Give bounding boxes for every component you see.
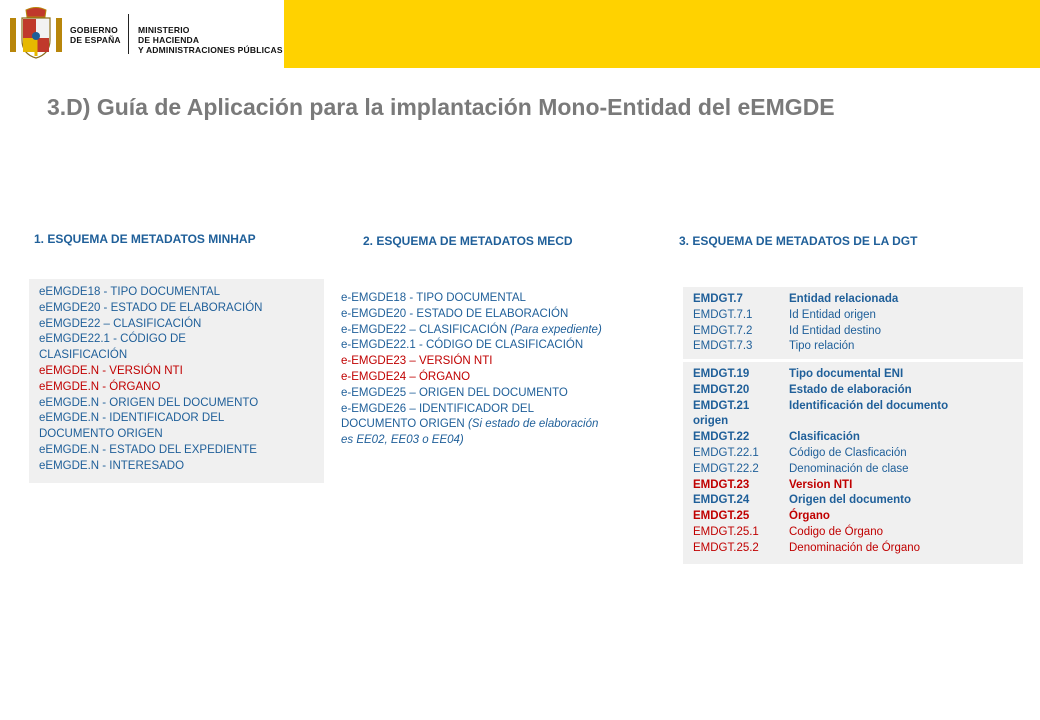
list-item: eEMGDE20 - ESTADO DE ELABORACIÓN bbox=[39, 301, 263, 314]
col1-box bbox=[29, 279, 324, 483]
list-item: e-EMGDE25 – ORIGEN DEL DOCUMENTO bbox=[341, 386, 568, 399]
list-item: EMDGT.25.2 Denominación de Órgano bbox=[693, 541, 921, 554]
list-item: e-EMGDE24 – ÓRGANO bbox=[341, 370, 471, 383]
col2-heading: 2. ESQUEMA DE METADATOS MECD bbox=[363, 234, 573, 248]
list-item: EMDGT.7.1 Id Entidad origen bbox=[693, 308, 876, 321]
page-title: 3.D) Guía de Aplicación para la implantación Mono-Entidad del eEMGDE bbox=[47, 94, 835, 120]
col3-group2-box bbox=[683, 362, 1023, 564]
list-item: CLASIFICACIÓN bbox=[39, 349, 128, 362]
col3-heading: 3. ESQUEMA DE METADATOS DE LA DGT bbox=[679, 234, 918, 248]
coat-of-arms-icon bbox=[8, 6, 64, 62]
list-item: origen bbox=[693, 415, 729, 428]
list-item: e-EMGDE20 - ESTADO DE ELABORACIÓN bbox=[341, 307, 569, 320]
list-item: eEMGDE22.1 - CÓDIGO DE bbox=[39, 333, 186, 346]
list-item: eEMGDE.N - ÓRGANO bbox=[39, 380, 161, 393]
logo-separator bbox=[128, 14, 129, 54]
list-item: e-EMGDE26 – IDENTIFICADOR DEL bbox=[341, 402, 534, 415]
list-item: es EE02, EE03 o EE04) bbox=[341, 434, 464, 447]
list-item: EMDGT.20 Estado de elaboración bbox=[693, 383, 912, 396]
ministerio-text: MINISTERIO DE HACIENDA Y ADMINISTRACIONES PÚBLICAS bbox=[138, 25, 283, 55]
list-item: EMDGT.24 Origen del documento bbox=[693, 494, 912, 507]
list-item: eEMGDE.N - ESTADO DEL EXPEDIENTE bbox=[39, 443, 257, 456]
list-item: DOCUMENTO ORIGEN (Si estado de elaboración bbox=[341, 418, 599, 431]
col1-heading: 1. ESQUEMA DE METADATOS MINHAP bbox=[34, 232, 256, 246]
list-item: e-EMGDE23 – VERSIÓN NTI bbox=[341, 355, 493, 368]
list-item: EMDGT.7.2 Id Entidad destino bbox=[693, 324, 882, 337]
gobierno-text: GOBIERNO DE ESPAÑA bbox=[70, 25, 121, 45]
list-item: EMDGT.25.1 Codigo de Órgano bbox=[693, 525, 883, 538]
list-item: EMDGT.7.3 Tipo relación bbox=[693, 340, 855, 353]
col2-list bbox=[341, 291, 651, 449]
list-item: e-EMGDE22 – CLASIFICACIÓN (Para expediente) bbox=[341, 323, 602, 336]
col3-group1-box bbox=[683, 287, 1023, 359]
list-item: EMDGT.23 Version NTI bbox=[693, 478, 853, 491]
list-item: EMDGT.22.1 Código de Clasficación bbox=[693, 446, 907, 459]
list-item: e-EMGDE18 - TIPO DOCUMENTAL bbox=[341, 292, 526, 304]
list-item: eEMGDE18 - TIPO DOCUMENTAL bbox=[39, 286, 221, 298]
logo-area bbox=[0, 0, 284, 68]
list-item: eEMGDE.N - ORIGEN DEL DOCUMENTO bbox=[39, 396, 259, 409]
list-item: eEMGDE.N - INTERESADO bbox=[39, 459, 185, 472]
list-item: EMDGT.21 Identificación del documento bbox=[693, 399, 949, 412]
list-item: EMDGT.19 Tipo documental ENI bbox=[693, 368, 904, 380]
list-item: EMDGT.22.2 Denominación de clase bbox=[693, 462, 909, 475]
list-item: eEMGDE.N - IDENTIFICADOR DEL bbox=[39, 412, 225, 425]
list-item: e-EMGDE22.1 - CÓDIGO DE CLASIFICACIÓN bbox=[341, 339, 584, 352]
list-item: EMDGT.25 Órgano bbox=[693, 510, 830, 523]
list-item: EMDGT.7 Entidad relacionada bbox=[693, 293, 899, 305]
list-item: eEMGDE.N - VERSIÓN NTI bbox=[39, 364, 183, 377]
list-item: DOCUMENTO ORIGEN bbox=[39, 428, 163, 441]
list-item: eEMGDE22 – CLASIFICACIÓN bbox=[39, 317, 202, 330]
list-item: EMDGT.22 Clasificación bbox=[693, 431, 860, 444]
